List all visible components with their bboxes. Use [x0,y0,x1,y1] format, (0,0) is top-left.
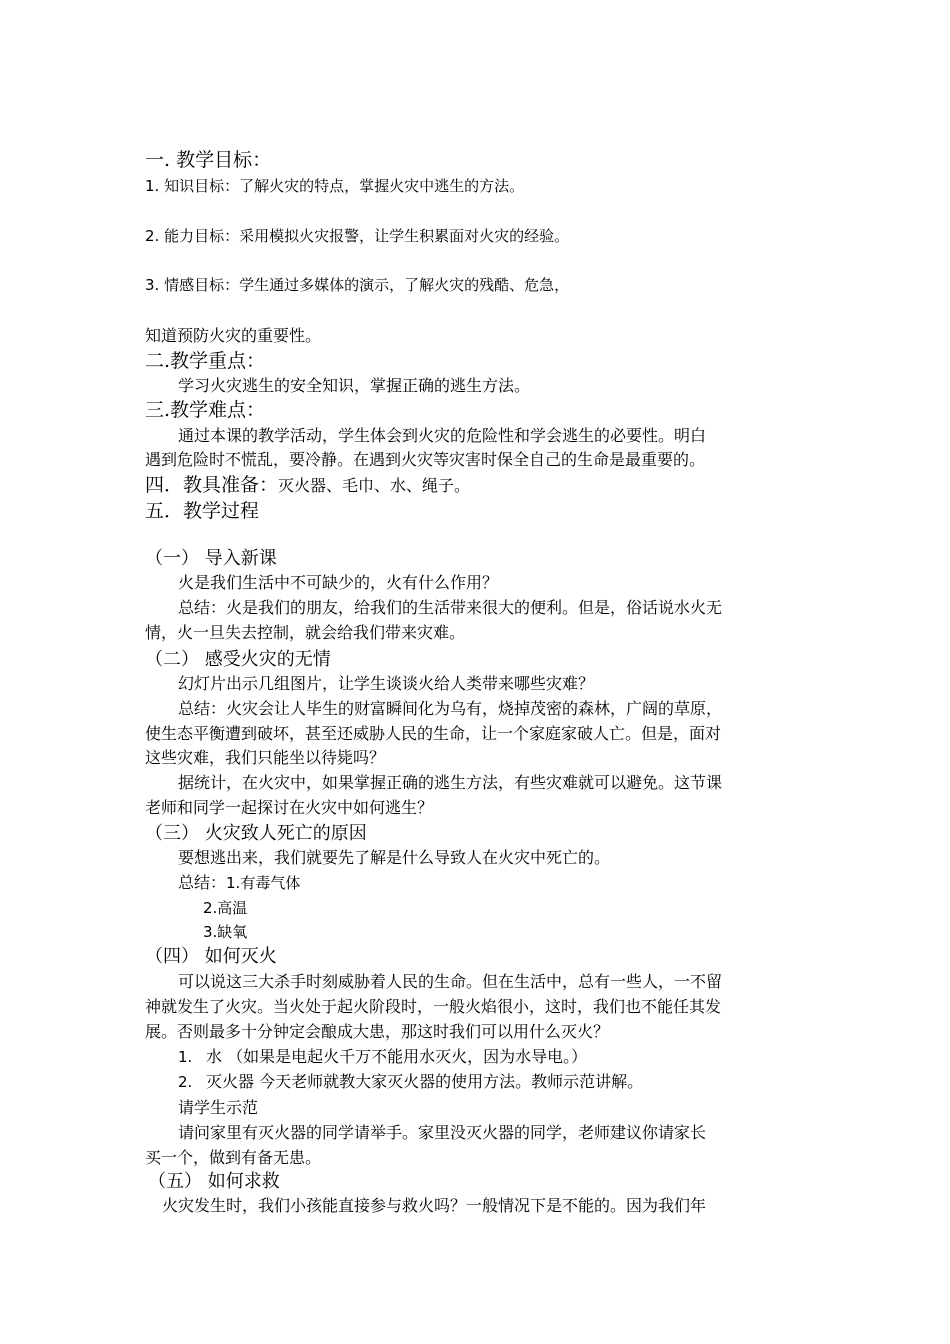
death-causes-summary-label: 总结： [178,873,227,892]
death-cause-2: 2.高温 [203,899,248,917]
section-heading-difficulties: 三.教学难点： [145,399,266,421]
objective-item-3-continuation: 知道预防火灾的重要性。 [145,326,322,345]
part-heading-intro: （一） 导入新课 [145,548,277,569]
extinguish-paragraph-1-line-1: 可以说这三大杀手时刻威胁着人民的生命。但在生活中，总有一些人，一不留 [178,972,723,991]
intro-paragraph-2-line-1: 总结：火是我们的朋友，给我们的生活带来很大的便利。但是，俗话说水火无 [178,598,723,617]
intro-paragraph-1: 火是我们生活中不可缺少的，火有什么作用？ [178,573,499,592]
part-heading-call-for-help: （五） 如何求救 [148,1171,280,1192]
call-for-help-paragraph-1: 火灾发生时，我们小孩能直接参与救火吗？一般情况下是不能的。因为我们年 [162,1196,707,1215]
ruthlessness-paragraph-2-line-3: 这些灾难，我们只能坐以待毙吗？ [145,748,386,767]
extinguish-paragraph-1-line-3: 展。否则最多十分钟定会酿成大患，那这时我们可以用什么灭火？ [145,1022,610,1041]
ruthlessness-paragraph-1: 幻灯片出示几组图片，让学生谈谈火给人类带来哪些灾难？ [178,674,595,693]
objective-item-3 [145,275,569,295]
extinguish-item-1-number: 1. [178,1048,193,1066]
extinguish-paragraph-1-line-2: 神就发生了火灾。当火处于起火阶段时，一般火焰很小，这时，我们也不能任其发 [145,997,722,1016]
extinguish-item-2-number: 2. [178,1073,193,1091]
ruthlessness-paragraph-3-line-2: 老师和同学一起探讨在火灾中如何逃生？ [145,798,434,817]
teaching-aids-body: 灭火器、毛巾、水、绳子。 [278,476,471,495]
death-causes-paragraph-1: 要想逃出来，我们就要先了解是什么导致人在火灾中死亡的。 [178,848,611,867]
difficulties-body-line-2: 遇到危险时不慌乱，要冷静。在遇到火灾等灾害时保全自己的生命是最重要的。 [145,450,706,469]
extinguish-item-2-text: 灭火器 今天老师就教大家灭火器的使用方法。教师示范讲解。 [206,1072,644,1091]
objective-item-2 [145,226,569,246]
objective-item-1-text: 1. 知识目标：了解火灾的特点，掌握火灾中逃生的方法。 [145,177,525,195]
part-heading-ruthlessness: （二） 感受火灾的无情 [145,649,331,670]
extinguish-paragraph-2: 请学生示范 [178,1098,259,1117]
extinguish-item-1-text: 水 （如果是电起火千万不能用水灭火，因为水导电。） [206,1047,588,1066]
teaching-aids-line [145,474,470,496]
part-heading-extinguish: （四） 如何灭火 [145,946,277,967]
objective-item-2-text: 2. 能力目标：采用模拟火灾报警，让学生积累面对火灾的经验。 [145,227,570,245]
objective-item-3-text: 3. 情感目标：学生通过多媒体的演示，了解火灾的残酷、危急， [145,276,570,294]
death-cause-1: 1.有毒气体 [226,874,301,892]
section-heading-teaching-aids: 四．教具准备： [145,474,279,496]
death-cause-3: 3.缺氧 [203,923,248,941]
part-heading-death-causes: （三） 火灾致人死亡的原因 [145,823,367,844]
section-heading-objectives: 一. 教学目标： [145,149,272,171]
death-causes-summary-line [178,873,300,893]
section-heading-key-points: 二.教学重点： [145,350,266,372]
ruthlessness-paragraph-2-line-1: 总结：火灾会让人毕生的财富瞬间化为乌有，烧掉茂密的森林，广阔的草原， [178,699,723,718]
section-heading-process: 五．教学过程 [145,500,260,522]
extinguish-paragraph-3-line-1: 请问家里有灭火器的同学请举手。家里没灭火器的同学，老师建议你请家长 [178,1123,707,1142]
objective-item-1 [145,176,524,196]
intro-paragraph-2-line-2: 情，火一旦失去控制，就会给我们带来灾难。 [145,623,466,642]
ruthlessness-paragraph-3-line-1: 据统计，在火灾中，如果掌握正确的逃生方法，有些灾难就可以避免。这节课 [178,773,723,792]
extinguish-paragraph-3-line-2: 买一个，做到有备无患。 [145,1148,322,1167]
key-points-body: 学习火灾逃生的安全知识，掌握正确的逃生方法。 [178,376,531,395]
extinguish-item-1 [178,1047,587,1067]
ruthlessness-paragraph-2-line-2: 使生态平衡遭到破坏，甚至还威胁人民的生命，让一个家庭家破人亡。但是，面对 [145,724,722,743]
extinguish-item-2 [178,1072,643,1092]
difficulties-body-line-1: 通过本课的教学活动，学生体会到火灾的危险性和学会逃生的必要性。明白 [178,426,707,445]
